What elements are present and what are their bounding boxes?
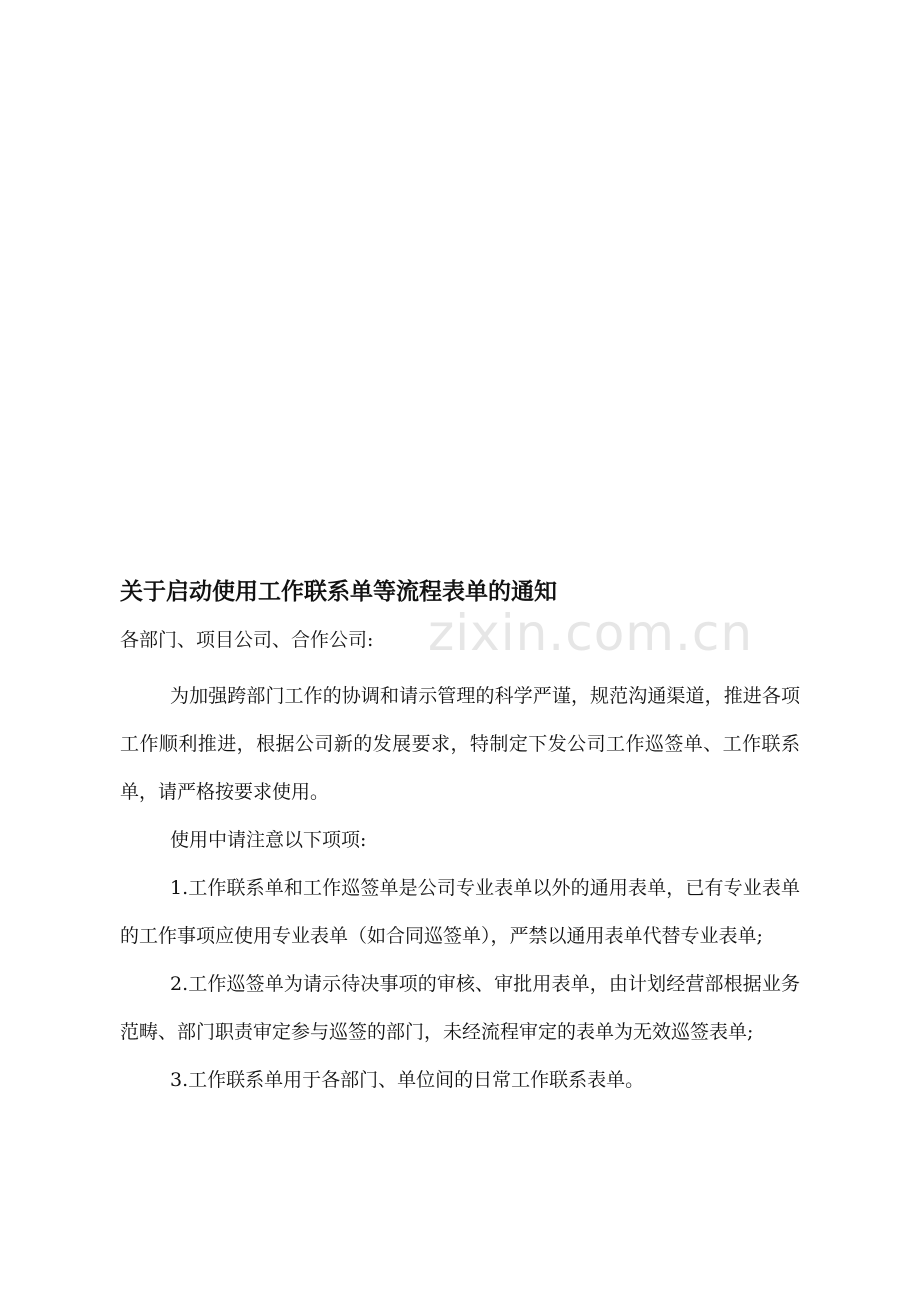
document-body xyxy=(120,574,800,1104)
watermark: zixin.com.cn xyxy=(428,604,754,662)
paragraph-notice-heading: 使用中请注意以下项项: xyxy=(170,829,367,851)
paragraph-item-1: 1.工作联系单和工作巡签单是公司专业表单以外的通用表单，已有专业表单的工作事项应使用专业表单（如合同巡签单），严禁以通用表单代替专业表单; xyxy=(120,877,800,947)
paragraph-intro: 为加强跨部门工作的协调和请示管理的科学严谨，规范沟通渠道，推进各项工作顺利推进，根据公司新的发展要求，特制定下发公司工作巡签单、工作联系单，请严格按要求使用。 xyxy=(120,685,800,803)
paragraph-item-3: 3.工作联系单用于各部门、单位间的日常工作联系表单。 xyxy=(170,1069,645,1091)
document-title: 关于启动使用工作联系单等流程表单的通知 xyxy=(120,579,557,605)
salutation: 各部门、项目公司、合作公司: xyxy=(120,629,374,651)
paragraph-item-2: 2.工作巡签单为请示待决事项的审核、审批用表单，由计划经营部根据业务范畴、部门职责审定参与巡签的部门，未经流程审定的表单为无效巡签表单; xyxy=(120,973,800,1043)
